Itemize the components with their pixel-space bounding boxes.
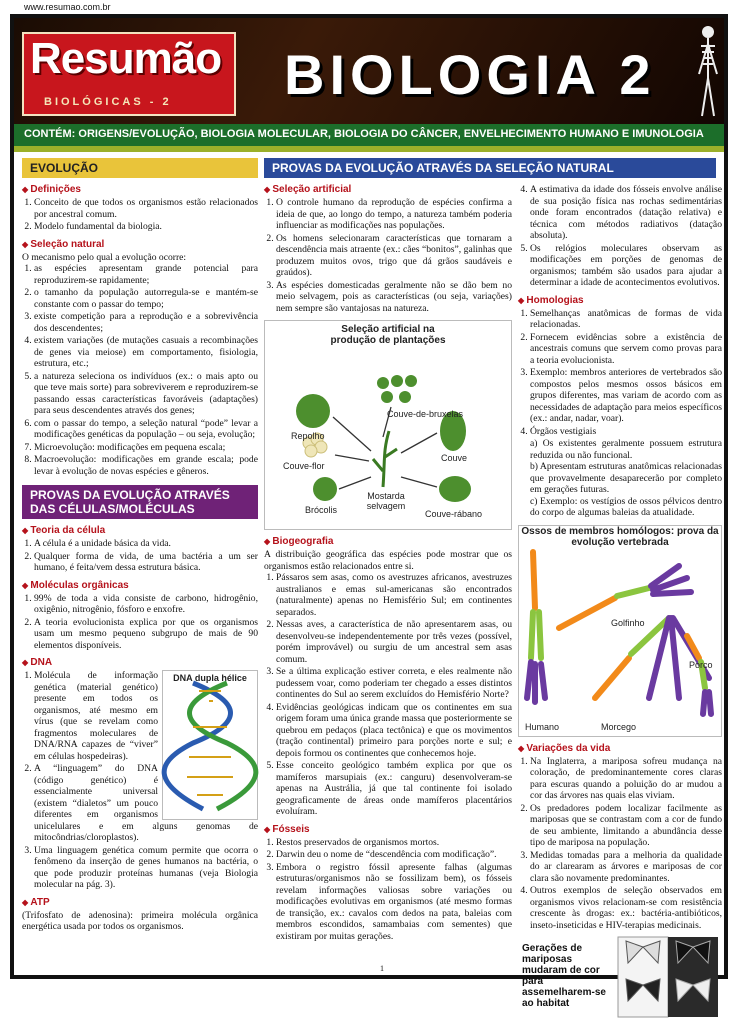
list-item: 4. existem variações (de mutações casuais a recombinações de genes via meiose) em comportamento, fisiologia, estrutura, etc.; [34, 335, 258, 370]
list-item: 2. Os homens selecionaram características que tornaram a descendência mais atraente (ex.: cães “bonitos”, galinhas que produzem muitos ovos, trigo que dá grãos saudáveis e graúdos). [276, 233, 512, 279]
list-item: 3. Embora o registro fóssil apresente falhas (algumas estruturas/organismos não se fossilizam bem), os fósseis revelam informações valiosas sobre variações ou modificações evolutivas em organismos (até mesmo formas de transição, ex.: cavalos com dedos na pata, baleias com membros escondidos, samambaias com sementes) que existiram por muitas gerações. [276, 862, 512, 943]
page-number: 1 [380, 964, 384, 973]
list-item: 6. com o passar do tempo, a seleção natural “pode” levar a modificações genéticas da população – ou seja, evolução; [34, 418, 258, 441]
list-item: 4. Órgãos vestigiais [530, 426, 722, 438]
list-item: 3. Medidas tomadas para a melhoria da qualidade do ar clarearam as árvores e mariposas de cor clara são novamente predominantes. [530, 850, 722, 885]
label-repolho: Repolho [291, 431, 325, 441]
plants-figure [264, 320, 512, 530]
label-couve-flor: Couve-flor [283, 461, 325, 471]
label-mostarda: Mostarda selvagem [366, 491, 406, 511]
label-couve-rabano: Couve-rábano [425, 509, 483, 519]
bones-figure [518, 525, 722, 737]
label-porco: Porco [689, 659, 713, 670]
heading-dna: ◆ DNA [22, 657, 258, 668]
list-item: 5. Os relógios moleculares observam as modificações em porções de genomas de organismos; também são usados para ajudar a determinar a idade de acontecimentos evolutivos. [530, 243, 722, 289]
moths-illustration [618, 937, 718, 1017]
site-url: www.resumao.com.br [24, 2, 111, 12]
vestigiais-list [530, 438, 722, 519]
list-item: 2. Darwin deu o nome de “descendência com modificação”. [276, 849, 512, 861]
heading-biogeografia: ◆ Biogeografia [264, 536, 512, 547]
fosseis-list [276, 837, 512, 943]
list-item: 2. Qualquer forma de vida, de uma bactéria a um ser humano, é feita/vem dessa estrutura básica. [34, 551, 258, 574]
list-item: 1. A célula é a unidade básica da vida. [34, 538, 258, 550]
label-humano: Humano [525, 721, 560, 732]
heading-moleculas: ◆ Moléculas orgânicas [22, 580, 258, 591]
moleculas-list [34, 593, 258, 652]
list-item: 1. Restos preservados de organismos mortos. [276, 837, 512, 849]
section-title-selecao-natural: PROVAS DA EVOLUÇÃO ATRAVÉS DA SELEÇÃO NATURAL [264, 158, 716, 178]
label-couve-bruxelas: Couve-de-bruxelas [387, 409, 464, 419]
heading-atp: ◆ ATP [22, 897, 258, 908]
moths-caption: Gerações de mariposas mudaram de cor para assemelharem-se ao habitat [522, 943, 606, 1009]
dna-figure-title: DNA dupla hélice [173, 673, 247, 683]
homologias-list [530, 308, 722, 438]
list-item: 1. 99% de toda a vida consiste de carbono, hidrogênio, oxigênio, nitrogênio, fósforo e enxofre. [34, 593, 258, 616]
left-column [22, 158, 258, 933]
list-item: 2. Nessas aves, a característica de não apresentarem asas, ou desenvolveu-se independentemente por três vezes (possível, porém improvável) ou surgiu de um ancestral sem asas comum. [276, 619, 512, 665]
list-item: 4. A estimativa da idade dos fósseis envolve análise de sua posição física nas rochas sedimentárias onde foram encontrados (datação relativa) e técnica com métodos radiativos (datação absoluta). [530, 184, 722, 242]
header [14, 18, 724, 124]
section-title-evolucao: EVOLUÇÃO [22, 158, 258, 178]
contents-bar: CONTÉM: ORIGENS/EVOLUÇÃO, BIOLOGIA MOLECULAR, BIOLOGIA DO CÂNCER, ENVELHECIMENTO HUMANO E IMUNOLOGIA [14, 124, 724, 146]
list-item: 2. Fornecem evidências sobre a existência de ancestrais comuns que servem como provas para a teoria evolucionista. [530, 332, 722, 367]
list-item: c) Exemplo: os vestígios de ossos pélvicos dentro do corpo de algumas baleias da atualidade. [530, 495, 722, 518]
list-item: 1. Semelhanças anatômicas de formas de vida relacionadas. [530, 308, 722, 331]
heading-teoria-celula: ◆ Teoria da célula [22, 525, 258, 536]
heading-selecao-artificial: ◆ Seleção artificial [264, 184, 512, 195]
heading-homologias: ◆ Homologias [518, 295, 722, 306]
list-item: 3. As espécies domesticadas geralmente não se dão bem no meio selvagem, pois as características (ou seja, variações) nem sempre são vantajosas na natureza. [276, 280, 512, 315]
biogeo-list [276, 572, 512, 818]
list-item: 3. Se a última explicação estiver correta, e eles realmente não pudessem voar, como poderiam ter chegado a esses distintos continentes do Sul ao serem excluídos do Hemisfério Norte? [276, 666, 512, 701]
list-item: 3. Exemplo: membros anteriores de vertebrados são compostos pelos mesmos ossos básicos em grupos diferentes, mas variam de acordo com as necessidades de adaptação para meios específicos (ex.: andar, nadar, voar). [530, 367, 722, 425]
cabbage-icon [296, 394, 330, 428]
label-couve: Couve [441, 453, 468, 463]
list-item: 1. Conceito de que todos os organismos estão relacionados por ancestral comum. [34, 197, 258, 220]
selecao-list [34, 263, 258, 477]
page [10, 14, 728, 1009]
definicoes-list [34, 197, 258, 233]
page-title: BIOLOGIA 2 [284, 43, 656, 106]
dna-figure [162, 670, 258, 820]
list-item: 2. o tamanho da população autorregula-se e mantém-se constante com o passar do tempo; [34, 287, 258, 310]
right-column [518, 184, 722, 1019]
list-item: 2. Os predadores podem localizar facilmente as mariposas que se contrastam com a cor de fundo de seu ambiente, limitando a abundância desse tipo de mariposa na população. [530, 803, 722, 849]
list-item: 2. Modelo fundamental da biologia. [34, 221, 258, 233]
label-brocolis: Brócolis [305, 505, 338, 515]
list-item: 1. Na Inglaterra, a mariposa sofreu mudança na coloração, de predominantemente cores claras para escuras quando a poluição do ar mudou a cor das árvores nas quais elas viviam. [530, 756, 722, 802]
list-item: a) Os existentes geralmente possuem estrutura reduzida ou não funcional. [530, 438, 722, 461]
heading-definicoes: ◆ Definições [22, 184, 258, 195]
variacoes-list [530, 756, 722, 932]
selecao-intro: O mecanismo pelo qual a evolução ocorre: [22, 251, 187, 263]
accent-strip [14, 146, 724, 152]
list-item: b) Apresentam estruturas anatômicas relacionadas que provavelmente desaparecerão por completo em gerações futuras. [530, 461, 722, 495]
list-item: 7. Microevolução: modificações em pequena escala; [34, 442, 258, 454]
list-item: 4. Evidências geológicas indicam que os continentes em sua origem foram uma única grande massa que posteriormente se quebrou em pedaços (placa tectônica) e que os movimentos (tração continental) primeiro para porções norte e sul; e depois formou os continentes que conhecemos hoje. [276, 702, 512, 760]
list-item: 3. Uma linguagem genética comum permite que ocorra o fenômeno da inserção de genes humanos na bactéria, o que pode produzir proteínas humanas (veja Biologia molecular na pág. 3). [34, 845, 258, 891]
moths-figure [518, 937, 722, 1019]
list-item: 1. as espécies apresentam grande potencial para reproduzirem-se rapidamente; [34, 263, 258, 286]
list-item: 4. Outros exemplos de seleção observados em organismos vivos relacionam-se com resistência crescente às drogas: ex.: bactéria-antibióticos, inseto-inseticidas e HIV-terapias medicinais. [530, 885, 722, 931]
list-item: 2. A teoria evolucionista explica por que os organismos usam um mesmo pequeno subgrupo de mais de 90 elementos disponíveis. [34, 617, 258, 652]
artificial-list [276, 197, 512, 314]
brand-name: Resumão [30, 34, 222, 83]
brand-subtitle: BIOLÓGICAS - 2 [44, 96, 172, 108]
teoria-list [34, 538, 258, 574]
label-golfinho: Golfinho [611, 617, 645, 628]
heading-selecao-natural: ◆ Seleção natural [22, 239, 258, 250]
heading-variacoes: ◆ Variações da vida [518, 743, 722, 754]
list-item: 5. Esse conceito geológico também explica por que os mamíferos marsupiais (ex.: canguru) desenvolveram-se apenas na Austrália, já que tal continente foi isolado geograficamente de áreas onde mamíferos placentários evoluíram. [276, 760, 512, 818]
atp-text: (Trifosfato de adenosina): primeira molécula orgânica energética usada por todos os organismos. [22, 909, 258, 932]
plants-figure-title: Seleção artificial na produção de plantações [330, 324, 446, 346]
dna-helix-illustration [163, 683, 257, 809]
list-item: 1. Molécula de informação genética (material genético) presente em todos os organismos, até mesmo em vírus (que se revelam como fragmentos moleculares de DNA/RNA capazes de “viver” em células hospedeiras). [34, 670, 258, 762]
bones-illustration [519, 548, 721, 736]
section-title-celulas: PROVAS DA EVOLUÇÃO ATRAVÉS DAS CÉLULAS/MOLÉCULAS [22, 485, 258, 519]
list-item: 1. Pássaros sem asas, como os avestruzes africanos, avestruzes australianos e emas sul-americanas são encontrados (naturalmente) apenas no Hemisfério Sul; em continentes separados. [276, 572, 512, 618]
list-item: 3. existe competição para a reprodução e a sobrevivência dos descendentes; [34, 311, 258, 334]
list-item: 2. A “linguagem” do DNA (código genético) é essencialmente universal (existem “dialetos” um pouco diferentes em organismos unicelulares e em alguns genomas de mitocôndrias/cloroplastos). [34, 763, 258, 844]
bones-figure-title: Ossos de membros homólogos: prova da evolução vertebrada [521, 525, 719, 548]
fosseis-cont-list [530, 184, 722, 289]
list-item: 5. a natureza seleciona os indivíduos (ex.: o mais apto ou que teve mais sorte) para sobreviverem e reproduzirem-se passando essas características favoráveis (adaptações) para seus descendentes através dos genes; [34, 371, 258, 417]
dna-block [22, 670, 258, 891]
heading-fosseis: ◆ Fósseis [264, 824, 512, 835]
biogeo-intro: A distribuição geográfica das espécies pode mostrar que os organismos estão relacionados entre si. [264, 549, 512, 572]
brand-logo [22, 32, 236, 116]
label-morcego: Morcego [601, 721, 637, 732]
skeleton-icon [698, 24, 718, 118]
list-item: 8. Macroevolução: modificações em grande escala; pode levar à evolução de novas espécies e gêneros. [34, 454, 258, 477]
list-item: 1. O controle humano da reprodução de espécies confirma a ideia de que, ao longo do tempo, a natureza também poderia influenciar as modificações nas populações. [276, 197, 512, 232]
